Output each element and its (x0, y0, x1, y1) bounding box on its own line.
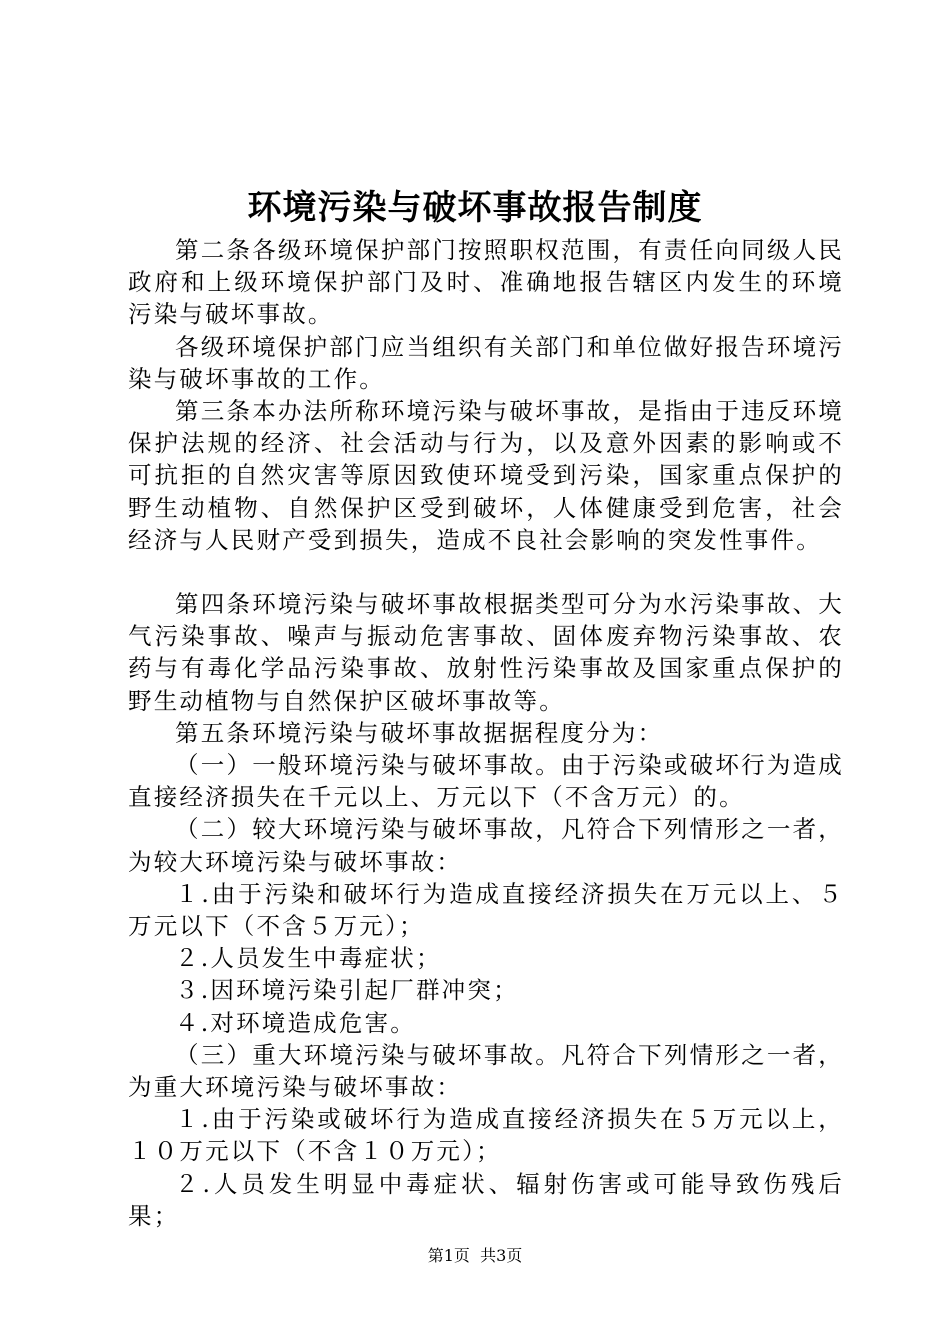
paragraph: ２.人员发生中毒症状； (175, 944, 442, 973)
paragraph: １.由于污染和破坏行为造成直接经济损失在万元以上、５万元以下（不含５万元）； (128, 879, 844, 941)
page-footer: 第1页 共3页 (427, 1246, 523, 1265)
paragraph: １.由于污染或破坏行为造成直接经济损失在５万元以上，１０万元以下（不含１０万元）； (128, 1105, 844, 1166)
paragraph: ２.人员发生明显中毒症状、辐射伤害或可能导致伤残后果； (128, 1169, 844, 1230)
paragraph: 第四条环境污染与破坏事故根据类型可分为水污染事故、大气污染事故、噪声与振动危害事故、固体废弃物污染事故、农药与有毒化学品污染事故、放射性污染事故及国家重点保护的野生动植物与自然保护区破坏事故等。 (128, 590, 844, 715)
paragraph: 第三条本办法所称环境污染与破坏事故，是指由于违反环境保护法规的经济、社会活动与行为，以及意外因素的影响或不可抗拒的自然灾害等原因致使环境受到污染，国家重点保护的野生动植物、自然保护区受到破坏，人体健康受到危害，社会经济与人民财产受到损失，造成不良社会影响的突发性事件。 (128, 397, 844, 554)
paragraph: ３.因环境污染引起厂群冲突； (175, 976, 519, 1005)
paragraph: ４.对环境造成危害。 (175, 1008, 416, 1037)
document-body (128, 234, 844, 1232)
paragraph: （二）较大环境污染与破坏事故，凡符合下列情形之一者，为较大环境污染与破坏事故： (128, 815, 844, 876)
document-title: 环境污染与破坏事故报告制度 (247, 188, 703, 228)
paragraph: （三）重大环境污染与破坏事故。凡符合下列情形之一者，为重大环境污染与破坏事故： (128, 1040, 844, 1102)
paragraph: 各级环境保护部门应当组织有关部门和单位做好报告环境污染与破坏事故的工作。 (128, 332, 844, 393)
paragraph: 第五条环境污染与破坏事故据据程度分为： (175, 718, 664, 747)
paragraph: 第二条各级环境保护部门按照职权范围，有责任向同级人民政府和上级环境保护部门及时、准确地报告辖区内发生的环境污染与破坏事故。 (128, 236, 844, 329)
paragraph: （一）一般环境污染与破坏事故。由于污染或破坏行为造成直接经济损失在千元以上、万元以下（不含万元）的。 (128, 751, 844, 812)
